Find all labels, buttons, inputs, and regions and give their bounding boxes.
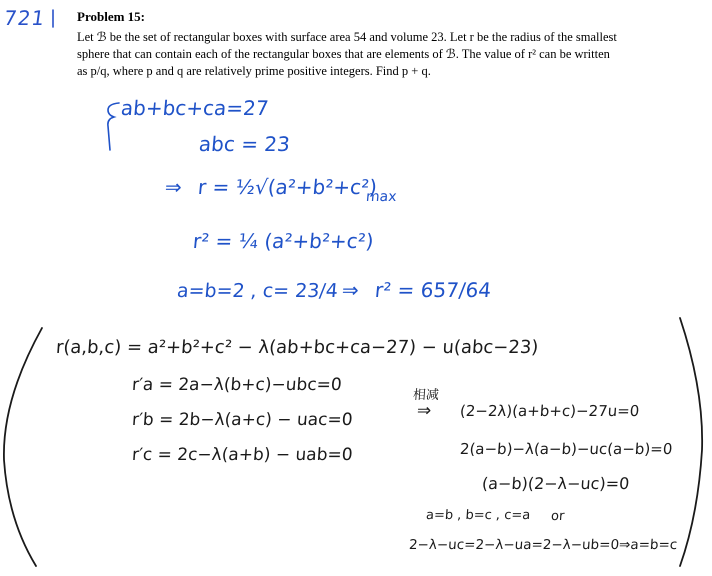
lagrangian-equation: r(a,b,c) = a²+b²+c² − λ(ab+bc+ca−27) − u(abc−23) xyxy=(55,337,540,358)
equation-radius: r = ½√(a²+b²+c²) xyxy=(196,175,379,199)
equation-volume: abc = 23 xyxy=(197,132,291,156)
problem-text-line-1: Let ℬ be the set of rectangular boxes with surface area 54 and volume 23. Let r be the radius of the smallest xyxy=(77,30,617,44)
implies-arrow-1: ⇒ xyxy=(163,175,183,199)
subtract-note: 相减 xyxy=(412,388,440,403)
problem-title: Problem 15: xyxy=(77,9,145,24)
equation-values: a=b=2 , c= 23/4 xyxy=(176,280,339,302)
max-label: max xyxy=(365,189,398,205)
or-word: or xyxy=(550,509,565,524)
derived-step-4: a=b , b=c , c=a xyxy=(425,508,531,523)
implies-arrow-2: ⇒ xyxy=(340,278,360,302)
implies-arrow-3: ⇒ xyxy=(416,401,432,421)
left-parenthesis xyxy=(4,328,42,566)
problem-number: 721 xyxy=(2,6,47,30)
result-radius-squared: r² = 657/64 xyxy=(373,278,493,302)
system-brace xyxy=(108,103,119,150)
equation-radius-squared: r² = ¼ (a²+b²+c²) xyxy=(191,229,375,253)
derived-step-2: 2(a−b)−λ(a−b)−uc(a−b)=0 xyxy=(459,440,674,458)
derived-step-5: 2−λ−uc=2−λ−ua=2−λ−ub=0⇒a=b=c xyxy=(408,537,678,553)
partial-derivative-c: r′c = 2c−λ(a+b) − uab=0 xyxy=(131,445,354,465)
derived-step-1: (2−2λ)(a+b+c)−27u=0 xyxy=(459,402,640,420)
problem-text-line-3: as p/q, where p and q are relatively prime positive integers. Find p + q. xyxy=(77,64,431,78)
right-parenthesis xyxy=(680,318,702,566)
problem-text-line-2: sphere that can contain each of the rectangular boxes that are elements of ℬ. The value of r² can be written xyxy=(77,47,610,61)
partial-derivative-b: r′b = 2b−λ(a+c) − uac=0 xyxy=(131,410,354,430)
equation-surface-area: ab+bc+ca=27 xyxy=(119,96,270,120)
derived-step-3: (a−b)(2−λ−uc)=0 xyxy=(481,474,630,493)
partial-derivative-a: r′a = 2a−λ(b+c)−ubc=0 xyxy=(131,375,343,395)
